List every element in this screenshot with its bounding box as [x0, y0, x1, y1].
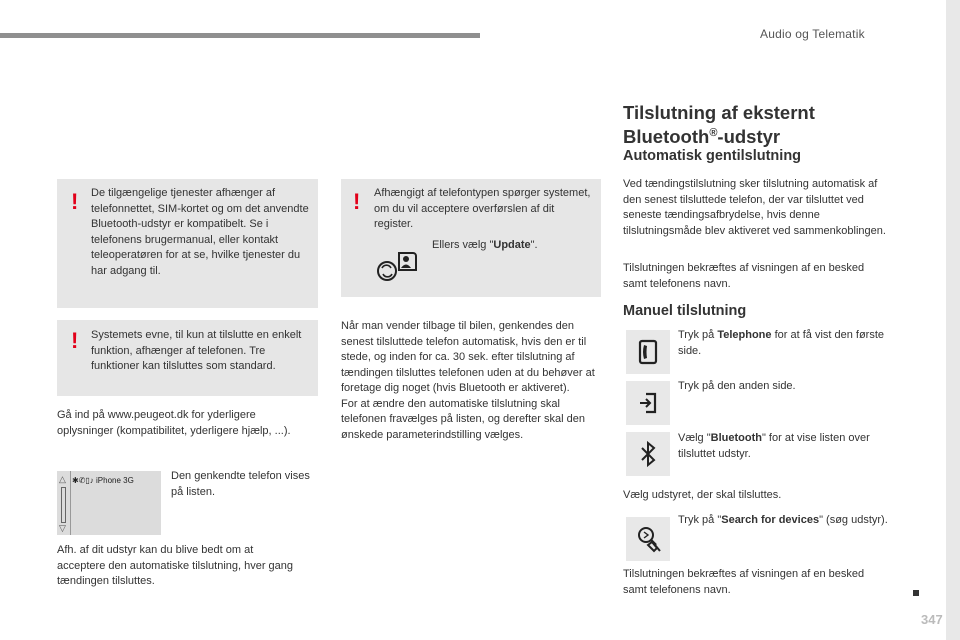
step-telephone: Tryk på Telephone for at få vist den første side. — [678, 329, 885, 357]
auto-reconnect-heading: Automatisk gentilslutning — [623, 148, 802, 164]
final-confirm-paragraph: Tilslutningen bekræftes af visningen af en besked samt telefonens navn. — [623, 568, 865, 596]
page-number: 347 — [921, 612, 943, 627]
warning-text-register: Afhængigt af telefontypen spørger systemet, om du vil acceptere overførslen af dit register. — [374, 187, 591, 230]
reconnect-paragraph: Når man vender tilbage til bilen, genkendes den senest tilsluttede telefon automatisk, hvis den er til stede, og inden for ca. 30 sek. efter tilslutning af tændingen tilsluttes telefonen uden at du behøver at foretage dig noget (hvis Bluetooth er aktiveret). For at ændre den automatiske tilslutning skal telefonen fravælges på listen, og derefter skal den ønskede parameterindstilling vælges. — [341, 320, 595, 441]
page-edge-strip — [946, 0, 960, 640]
warning-box-functions — [57, 320, 318, 396]
step-search-devices: Tryk på "Search for devices" (søg udstyr). — [678, 514, 888, 526]
manual-connect-heading: Manuel tilslutning — [623, 303, 747, 319]
screen-divider — [70, 471, 71, 535]
section-title: Audio og Telematik — [760, 27, 865, 41]
bluetooth-icon — [626, 432, 670, 476]
header-rule — [0, 33, 480, 38]
second-page-icon-box — [626, 381, 670, 425]
screen-scrollbar — [61, 487, 66, 523]
phone-list-screenshot — [57, 471, 161, 535]
screen-scroll-down-icon: ▽ — [59, 523, 66, 533]
bluetooth-icon-box — [626, 432, 670, 476]
auto-reconnect-paragraph: Ved tændingstilslutning sker tilslutning automatisk af den senest tilsluttede telefon, der var tilsluttet ved seneste tændingsafbrydelse, hvis denne tilslutningsmåde blev aktiveret ved sammenkoblingen. — [623, 178, 886, 237]
step-bluetooth: Vælg "Bluetooth" for at vise listen over tilsluttet udstyr. — [678, 432, 870, 460]
second-page-icon — [626, 381, 670, 425]
auto-accept-paragraph: Afh. af dit udstyr kan du blive bedt om at acceptere den automatiske tilslutning, hver gang tændingen tilsluttes. — [57, 544, 294, 587]
warning-box-services — [57, 179, 318, 308]
screen-caption: Den genkendte telefon vises på listen. — [171, 470, 310, 498]
search-devices-icon — [626, 517, 670, 561]
page-title: Tilslutning af eksternt Bluetooth®-udstyr — [623, 102, 815, 148]
step-second-page: Tryk på den anden side. — [678, 380, 796, 392]
bluetooth-profile-icons: ✱✆▯♪ — [72, 476, 97, 485]
warning-box-register — [341, 179, 601, 297]
warning-exclamation-icon: ! — [71, 328, 79, 353]
search-devices-icon-box — [626, 517, 670, 561]
update-contacts-icon — [375, 245, 419, 285]
screen-scroll-up-icon: △ — [59, 474, 66, 484]
info-paragraph: Gå ind på www.peugeot.dk for yderligere oplysninger (kompatibilitet, yderligere hjælp, ...). — [57, 409, 291, 437]
warning-exclamation-icon: ! — [71, 189, 79, 214]
warning-text-functions: Systemets evne, til kun at tilslutte en enkelt funktion, afhænger af telefonen. Tre funktioner kan tilsluttes som standard. — [91, 329, 302, 372]
update-instruction: Ellers vælg "Update". — [432, 239, 538, 251]
warning-text-services: De tilgængelige tjenester afhænger af telefonnettet, SIM-kortet og om det anvendte Bluetooth-udstyr er kompatibelt. Se i telefonens brugermanual, eller kontakt teleoperatøren for at se, hvilke tjenester du har adgang til. — [91, 187, 309, 277]
screen-row — [72, 475, 159, 487]
end-of-section-mark — [913, 590, 919, 596]
update-label: Update — [493, 239, 531, 251]
screen-device-name: iPhone 3G — [96, 476, 134, 485]
telephone-icon-box — [626, 330, 670, 374]
select-device-paragraph: Vælg udstyret, der skal tilsluttes. — [623, 489, 782, 501]
telephone-icon — [626, 330, 670, 374]
warning-exclamation-icon: ! — [353, 189, 361, 214]
auto-confirm-paragraph: Tilslutningen bekræftes af visningen af en besked samt telefonens navn. — [623, 262, 865, 290]
